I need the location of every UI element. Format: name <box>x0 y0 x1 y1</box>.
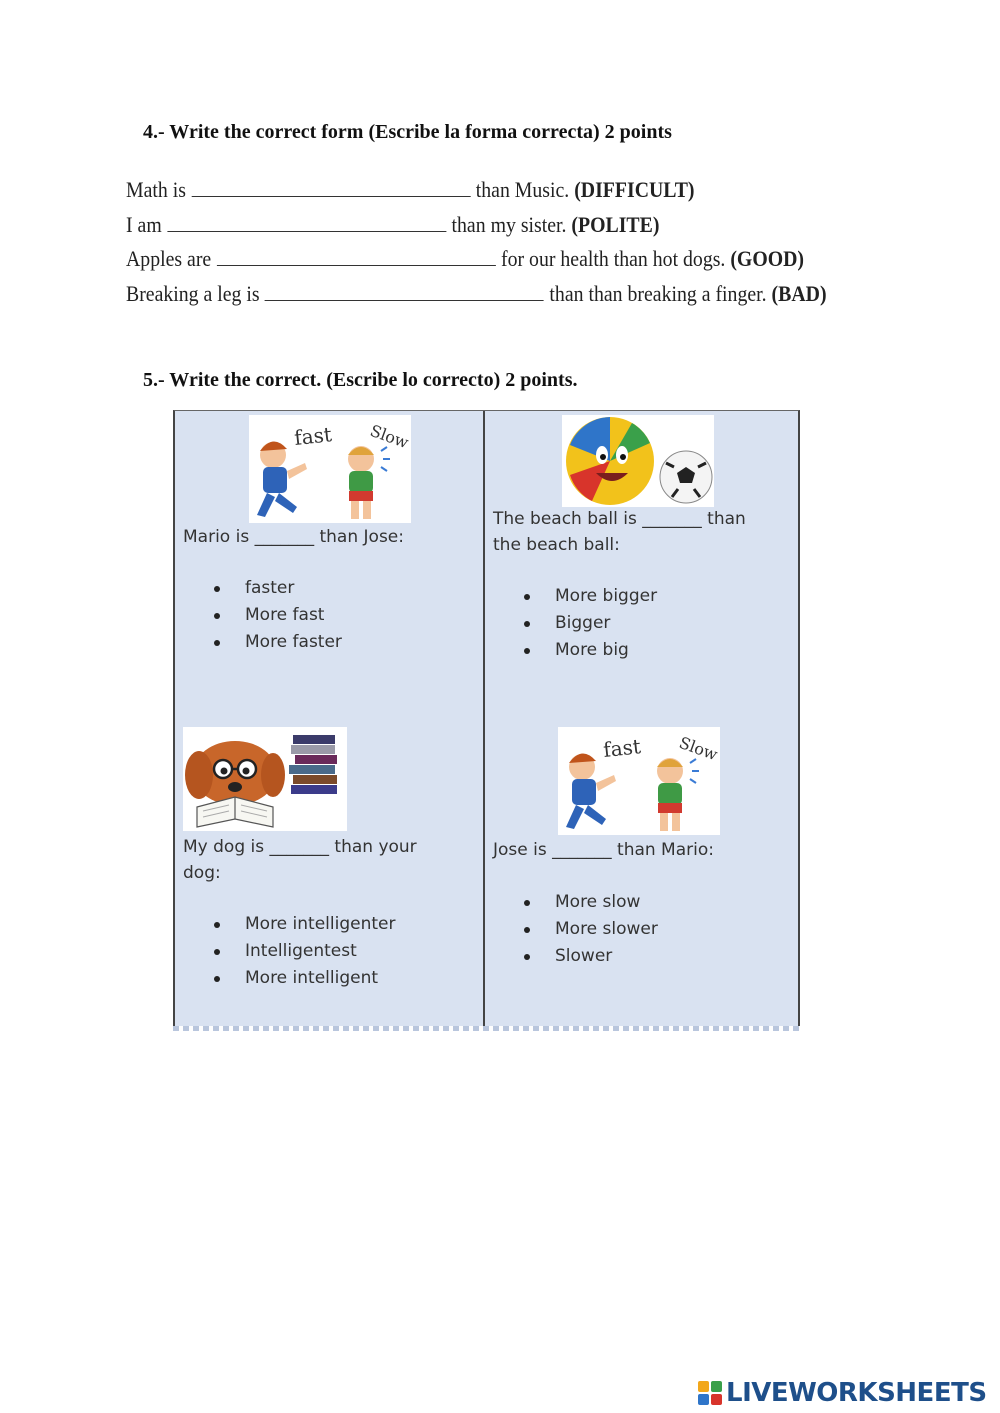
grid-divider <box>483 411 485 1026</box>
slow-label: Slow <box>676 732 720 765</box>
sentence-2-word: (POLITE) <box>571 212 660 237</box>
sentence-1 <box>126 177 695 203</box>
question-4: Jose is _______ than Mario: <box>493 840 714 860</box>
option-4-b[interactable]: More slower <box>493 916 783 943</box>
option-2-c[interactable]: More big <box>493 637 783 664</box>
sentence-3-start: Apples are <box>126 246 212 271</box>
question-3 <box>183 834 417 886</box>
sentence-4-start: Breaking a leg is <box>126 281 260 306</box>
sentence-1-start: Math is <box>126 177 186 202</box>
options-3 <box>183 911 473 992</box>
fast-label: fast <box>293 422 333 450</box>
options-2 <box>493 583 783 664</box>
balls-image <box>562 415 714 507</box>
option-1-c[interactable]: More faster <box>183 629 473 656</box>
sentence-2-end: than my sister. <box>451 212 567 237</box>
question-3-line2: dog: <box>183 863 221 883</box>
option-1-a[interactable]: faster <box>183 575 473 602</box>
sentence-3-end: for our health than hot dogs. <box>501 246 726 271</box>
liveworksheets-logo <box>698 1376 996 1410</box>
sentence-3-word: (GOOD) <box>730 246 805 271</box>
fast-label: fast <box>602 734 642 762</box>
sentence-1-end: than Music. <box>475 177 570 202</box>
section4-heading: 4.- Write the correct form (Escribe la forma correcta) 2 points <box>143 121 672 143</box>
sentence-4-end: than than breaking a finger. <box>549 281 767 306</box>
sentence-3 <box>126 246 804 272</box>
section5-heading: 5.- Write the correct. (Escribe lo correcto) 2 points. <box>143 369 578 391</box>
option-2-a[interactable]: More bigger <box>493 583 783 610</box>
question-3-line1: My dog is _______ than your <box>183 837 417 857</box>
answer-blank-1[interactable] <box>191 178 470 197</box>
sentence-2 <box>126 212 659 238</box>
liveworksheets-logo-icon <box>698 1381 722 1405</box>
option-3-b[interactable]: Intelligentest <box>183 938 473 965</box>
sentence-4-word: (BAD) <box>771 281 827 306</box>
options-4 <box>493 889 783 970</box>
running-boys-image <box>558 727 720 835</box>
exercise-grid <box>173 410 800 1028</box>
question-1: Mario is _______ than Jose: <box>183 527 404 547</box>
reading-dog-image <box>183 727 347 831</box>
brand-name: LIVEWORKSHEETS <box>726 1378 987 1408</box>
answer-blank-3[interactable] <box>217 247 496 266</box>
slow-label: Slow <box>367 420 411 453</box>
option-3-a[interactable]: More intelligenter <box>183 911 473 938</box>
answer-blank-4[interactable] <box>265 282 544 301</box>
option-4-a[interactable]: More slow <box>493 889 783 916</box>
answer-blank-2[interactable] <box>167 213 446 232</box>
sentence-2-start: I am <box>126 212 162 237</box>
running-boys-image <box>249 415 411 523</box>
options-1 <box>183 575 473 656</box>
option-3-c[interactable]: More intelligent <box>183 965 473 992</box>
option-4-c[interactable]: Slower <box>493 943 783 970</box>
option-1-b[interactable]: More fast <box>183 602 473 629</box>
sentence-1-word: (DIFFICULT) <box>574 177 695 202</box>
grid-bottom-border <box>173 1026 800 1031</box>
option-2-b[interactable]: Bigger <box>493 610 783 637</box>
question-2 <box>493 506 746 558</box>
question-2-line2: the beach ball: <box>493 535 620 555</box>
sentence-4 <box>126 281 827 307</box>
question-2-line1: The beach ball is _______ than <box>493 509 746 529</box>
